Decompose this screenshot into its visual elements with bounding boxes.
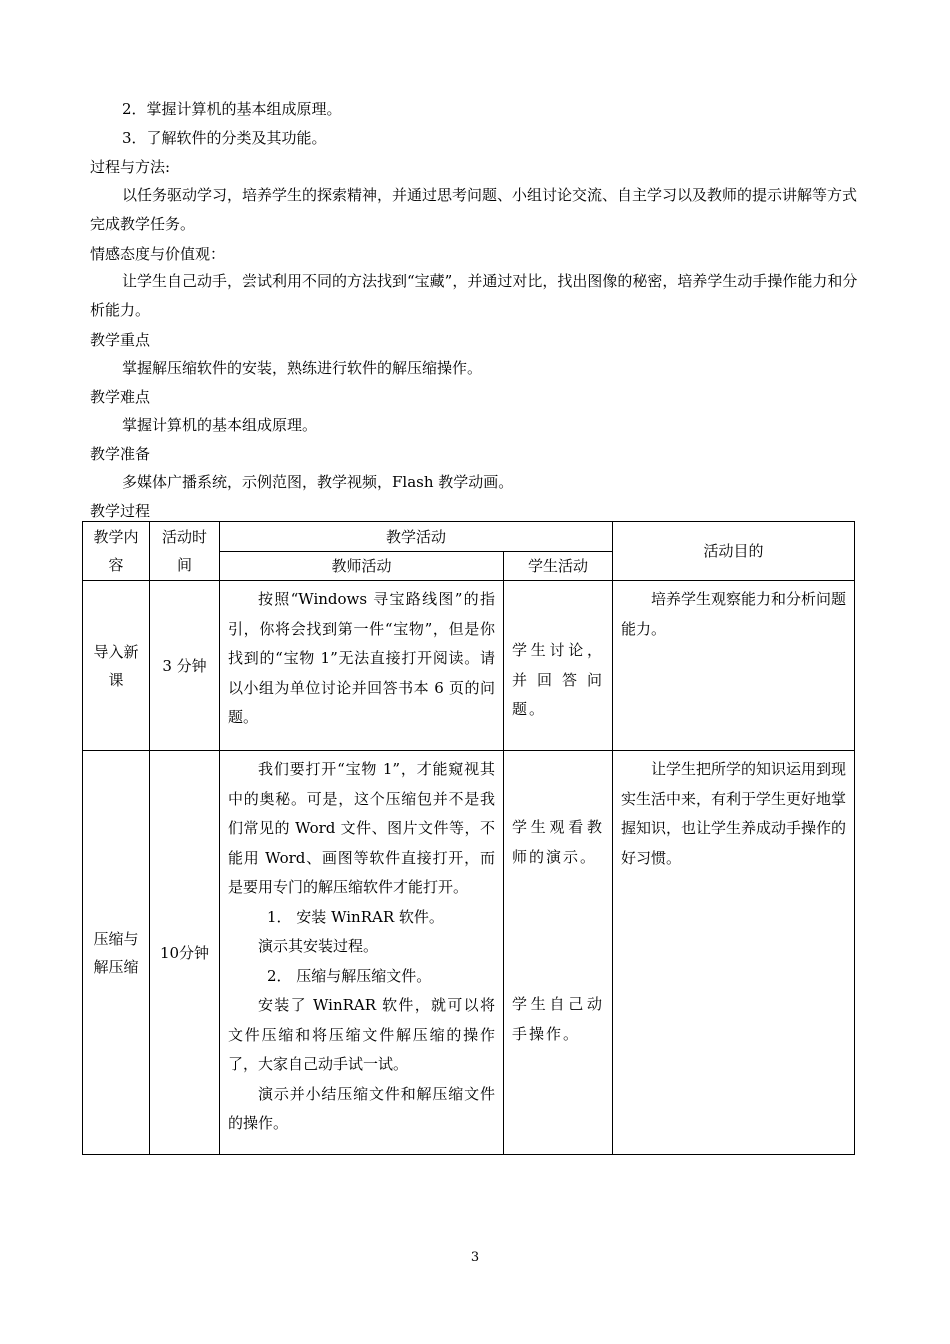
- row2-teacher-p3: 演示并小结压缩文件和解压缩文件的操作。: [228, 1084, 495, 1132]
- header-teacher: 教师活动: [220, 552, 504, 581]
- row1-student: 学生讨论，并回答问题。: [512, 641, 605, 719]
- header-student: 学生活动: [504, 552, 613, 581]
- table-header-row: [83, 522, 855, 552]
- row2-teacher-step1: 1． 安装 WinRAR 软件。: [267, 907, 444, 926]
- header-activity: 教学活动: [220, 522, 613, 552]
- table-row: [83, 751, 855, 1155]
- emotion-text: 让学生自己动手，尝试利用不同的方法找到“宝藏”，并通过对比，找出图像的秘密，培养学生动手操作能力和分析能力。: [90, 272, 858, 319]
- row2-student-b: 学生自己动手操作。: [512, 995, 605, 1043]
- objective-line-2: 2．掌握计算机的基本组成原理。: [122, 100, 342, 118]
- lesson-table: [82, 521, 855, 1155]
- page-number: 3: [470, 1250, 480, 1265]
- row2-teacher-step2: 2． 压缩与解压缩文件。: [267, 966, 432, 985]
- key-point-text: 掌握解压缩软件的安装，熟练进行软件的解压缩操作。: [122, 359, 483, 377]
- preparation-text: 多媒体广播系统，示例范图，教学视频，Flash 教学动画。: [122, 473, 514, 491]
- process-method-text: 以任务驱动学习，培养学生的探索精神，并通过思考问题、小组讨论交流、自主学习以及教师的提示讲解等方式完成教学任务。: [90, 186, 858, 233]
- row2-teacher-p1: 我们要打开“宝物 1”，才能窥视其中的奥秘。可是，这个压缩包并不是我们常见的 Word 文件、图片文件等，不能用 Word、画图等软件直接打开，而是要用专门的解压缩软件才能打开。: [228, 760, 495, 896]
- row2-teacher-p2: 安装了 WinRAR 软件，就可以将文件压缩和将压缩文件解压缩的操作了，大家自己动手试一试。: [228, 996, 495, 1073]
- row1-time: 3 分钟: [150, 581, 220, 751]
- row1-aim: 培养学生观察能力和分析问题能力。: [621, 590, 847, 638]
- row2-teacher-step1-note: 演示其安装过程。: [258, 937, 379, 955]
- row1-content: 导入新课: [83, 581, 150, 751]
- objective-line-3: 3．了解软件的分类及其功能。: [122, 129, 327, 147]
- header-time: 活动时间: [150, 522, 220, 581]
- header-content: 教学内容: [83, 522, 150, 581]
- preparation-heading: 教学准备: [90, 445, 151, 463]
- header-aim: 活动目的: [613, 522, 855, 581]
- row2-student-a: 学生观看教师的演示。: [512, 818, 605, 866]
- process-method-heading: 过程与方法:: [90, 158, 171, 176]
- row2-content: 压缩与解压缩: [83, 751, 150, 1155]
- row2-aim: 让学生把所学的知识运用到现实生活中来，有利于学生更好地掌握知识，也让学生养成动手操作的好习惯。: [621, 760, 847, 867]
- row2-time: 10分钟: [150, 751, 220, 1155]
- table-row: [83, 581, 855, 751]
- difficulty-text: 掌握计算机的基本组成原理。: [122, 416, 318, 434]
- process-heading: 教学过程: [90, 502, 151, 520]
- emotion-heading: 情感态度与价值观：: [90, 245, 226, 263]
- row1-teacher: 按照“Windows 寻宝路线图”的指引，你将会找到第一件“宝物”，但是你找到的“宝物 1”无法直接打开阅读。请以小组为单位讨论并回答书本 6 页的问题。: [228, 590, 495, 726]
- key-point-heading: 教学重点: [90, 331, 151, 349]
- difficulty-heading: 教学难点: [90, 388, 151, 406]
